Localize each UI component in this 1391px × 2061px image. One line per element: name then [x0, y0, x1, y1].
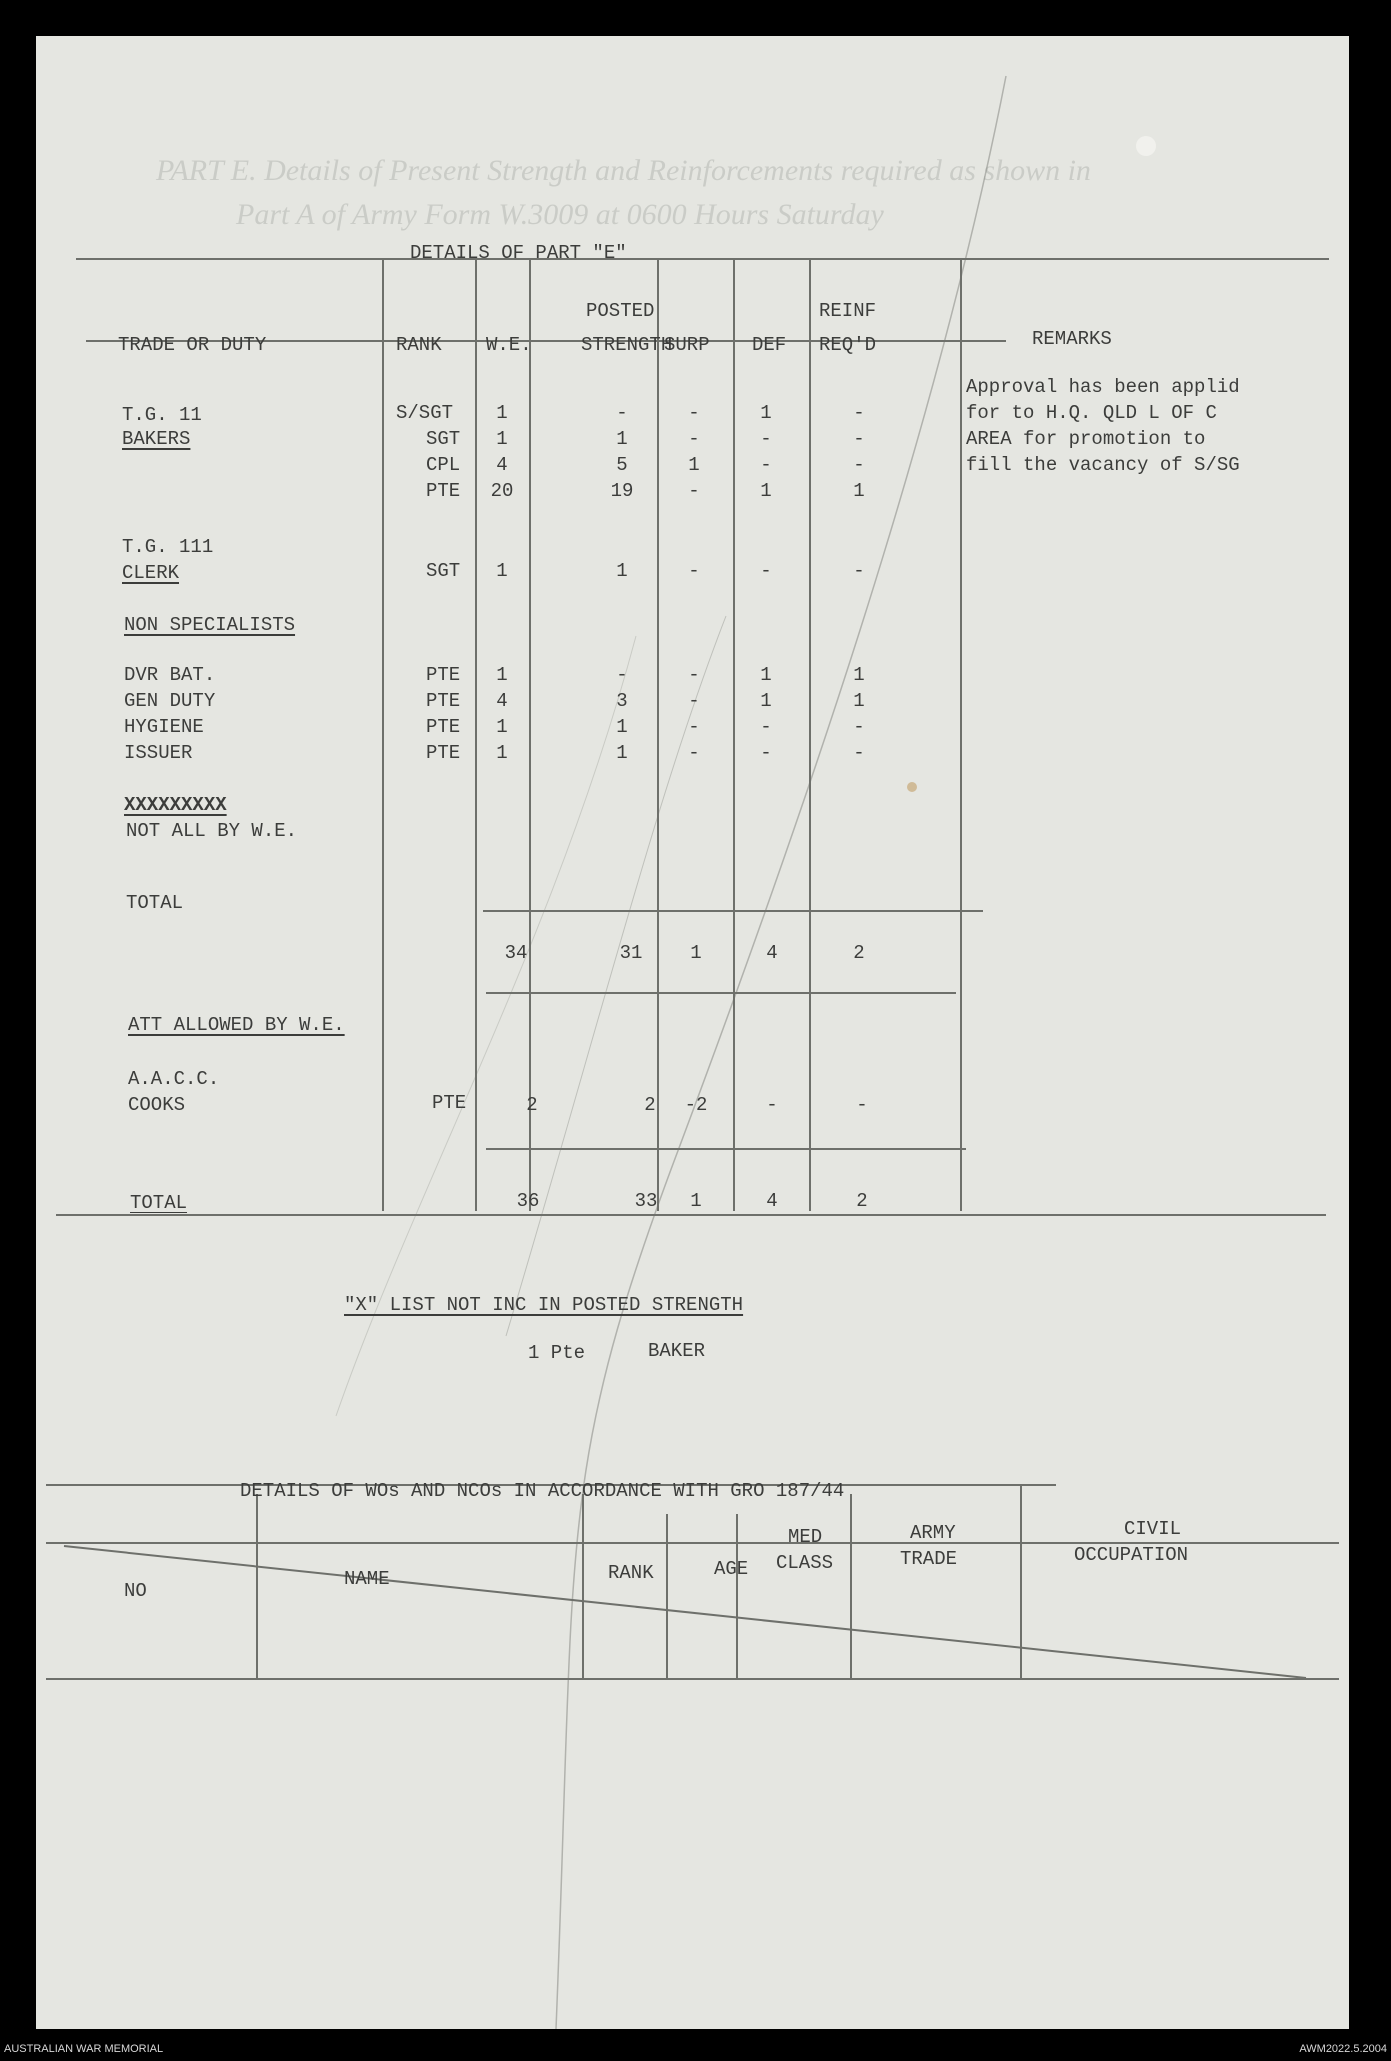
- wo-table-title: DETAILS OF WOs AND NCOs IN ACCORDANCE WITH GRO 187/44: [240, 1480, 845, 1502]
- row-trade: ISSUER: [124, 742, 193, 764]
- wo-col-name: NAME: [344, 1568, 390, 1590]
- show-through-text: PART E. Details of Present Strength and Reinforcements required as shown in: [156, 154, 1091, 187]
- subtotal-we: 34: [504, 942, 528, 964]
- wo-col-no: NO: [124, 1580, 147, 1602]
- row-def: -: [766, 1094, 778, 1116]
- row-posted: -: [616, 402, 628, 424]
- row-posted: 1: [616, 428, 628, 450]
- row-surp: -: [688, 428, 700, 450]
- x-list-heading: "X" LIST NOT INC IN POSTED STRENGTH: [344, 1294, 744, 1316]
- clerk-heading: CLERK: [122, 562, 180, 584]
- grand-total-def: 4: [766, 1190, 778, 1212]
- row-surp: -2: [684, 1094, 708, 1116]
- row-posted: 1: [616, 716, 628, 738]
- remarks-line: Approval has been applid: [966, 376, 1240, 398]
- wo-col-rank: RANK: [608, 1562, 654, 1584]
- wo-col-army: ARMY: [910, 1522, 956, 1544]
- row-reinf: -: [853, 742, 865, 764]
- show-through-text: Part A of Army Form W.3009 at 0600 Hours Saturday: [236, 198, 884, 231]
- header-we: W.E.: [486, 334, 532, 356]
- x-list-trade: BAKER: [648, 1340, 706, 1362]
- row-posted: 3: [616, 690, 628, 712]
- row-trade: DVR BAT.: [124, 664, 216, 686]
- row-surp: -: [688, 402, 700, 424]
- row-reinf: 1: [853, 480, 865, 502]
- tg111-heading: T.G. 111: [122, 536, 214, 558]
- header-trade: TRADE OR DUTY: [118, 334, 267, 356]
- row-def: -: [760, 560, 772, 582]
- row-rank: SGT: [426, 428, 461, 450]
- grand-total-posted: 33: [634, 1190, 658, 1212]
- table-caption: DETAILS OF PART "E": [410, 242, 627, 264]
- header-reqd: REQ'D: [819, 334, 877, 356]
- grand-total-surp: 1: [690, 1190, 702, 1212]
- subtotal-surp: 1: [690, 942, 702, 964]
- row-reinf: -: [853, 402, 865, 424]
- header-reinf: REINF: [819, 300, 877, 322]
- row-def: 1: [760, 480, 772, 502]
- row-we: 4: [496, 690, 508, 712]
- row-rank: PTE: [426, 664, 461, 686]
- row-we: 1: [496, 742, 508, 764]
- att-allowed-heading: ATT ALLOWED BY W.E.: [128, 1014, 345, 1036]
- header-strength: STRENGTH: [581, 334, 673, 356]
- row-rank: PTE: [426, 690, 461, 712]
- row-we: 2: [526, 1094, 538, 1116]
- total-label: TOTAL: [126, 892, 184, 914]
- header-posted: POSTED: [586, 300, 655, 322]
- row-rank: PTE: [432, 1092, 467, 1114]
- wo-col-occupation: OCCUPATION: [1074, 1544, 1189, 1566]
- row-surp: -: [688, 480, 700, 502]
- row-we: 1: [496, 664, 508, 686]
- header-surp: SURP: [664, 334, 710, 356]
- wo-col-trade: TRADE: [900, 1548, 958, 1570]
- footer-right: AWM2022.5.2004: [1299, 2043, 1387, 2055]
- row-surp: -: [688, 664, 700, 686]
- row-rank: PTE: [426, 716, 461, 738]
- wo-col-class: CLASS: [776, 1552, 834, 1574]
- row-rank: PTE: [426, 480, 461, 502]
- row-posted: -: [616, 664, 628, 686]
- row-surp: 1: [688, 454, 700, 476]
- remarks-line: AREA for promotion to: [966, 428, 1206, 450]
- row-reinf: 1: [853, 664, 865, 686]
- row-surp: -: [688, 560, 700, 582]
- row-rank: PTE: [426, 742, 461, 764]
- aacc-label: A.A.C.C.: [128, 1068, 220, 1090]
- wo-col-civil: CIVIL: [1124, 1518, 1182, 1540]
- row-reinf: -: [853, 454, 865, 476]
- row-surp: -: [688, 716, 700, 738]
- row-def: 1: [760, 402, 772, 424]
- row-we: 1: [496, 560, 508, 582]
- row-surp: -: [688, 690, 700, 712]
- document-sheet: [36, 36, 1349, 2029]
- row-def: 1: [760, 690, 772, 712]
- footer-left: AUSTRALIAN WAR MEMORIAL: [4, 2043, 164, 2055]
- row-trade: GEN DUTY: [124, 690, 216, 712]
- x-list-count: 1 Pte: [528, 1342, 586, 1364]
- subtotal-posted: 31: [619, 942, 643, 964]
- grand-total-label: TOTAL: [130, 1192, 188, 1214]
- row-def: -: [760, 454, 772, 476]
- header-def: DEF: [752, 334, 787, 356]
- row-posted: 1: [616, 560, 628, 582]
- bakers-heading: BAKERS: [122, 428, 191, 450]
- row-def: 1: [760, 664, 772, 686]
- row-def: -: [760, 428, 772, 450]
- row-def: -: [760, 742, 772, 764]
- row-reinf: -: [853, 560, 865, 582]
- row-rank: S/SGT: [396, 402, 454, 424]
- row-posted: 19: [610, 480, 634, 502]
- remarks-line: fill the vacancy of S/SG: [966, 454, 1240, 476]
- row-rank: SGT: [426, 560, 461, 582]
- row-we: 1: [496, 716, 508, 738]
- row-surp: -: [688, 742, 700, 764]
- row-reinf: -: [853, 716, 865, 738]
- subtotal-def: 4: [766, 942, 778, 964]
- grand-total-reinf: 2: [856, 1190, 868, 1212]
- subtotal-reinf: 2: [853, 942, 865, 964]
- remarks-line: for to H.Q. QLD L OF C: [966, 402, 1217, 424]
- grand-total-we: 36: [516, 1190, 540, 1212]
- row-posted: 1: [616, 742, 628, 764]
- struck-out-heading: XXXXXXXXX: [124, 794, 227, 816]
- wo-col-age: AGE: [714, 1558, 749, 1580]
- row-trade: COOKS: [128, 1094, 186, 1116]
- row-we: 1: [496, 402, 508, 424]
- row-posted: 5: [616, 454, 628, 476]
- row-rank: CPL: [426, 454, 461, 476]
- wo-col-med: MED: [788, 1526, 823, 1548]
- header-remarks: REMARKS: [1032, 328, 1112, 350]
- row-def: -: [760, 716, 772, 738]
- row-posted: 2: [644, 1094, 656, 1116]
- not-all-note: NOT ALL BY W.E.: [126, 820, 298, 842]
- row-reinf: -: [856, 1094, 868, 1116]
- row-trade: HYGIENE: [124, 716, 204, 738]
- row-we: 1: [496, 428, 508, 450]
- tg11-heading: T.G. 11: [122, 404, 202, 426]
- row-we: 20: [490, 480, 514, 502]
- row-we: 4: [496, 454, 508, 476]
- header-rank: RANK: [396, 334, 442, 356]
- row-reinf: 1: [853, 690, 865, 712]
- row-reinf: -: [853, 428, 865, 450]
- non-specialists-heading: NON SPECIALISTS: [124, 614, 296, 636]
- wo-table-strike-diagonal: [36, 36, 1349, 2029]
